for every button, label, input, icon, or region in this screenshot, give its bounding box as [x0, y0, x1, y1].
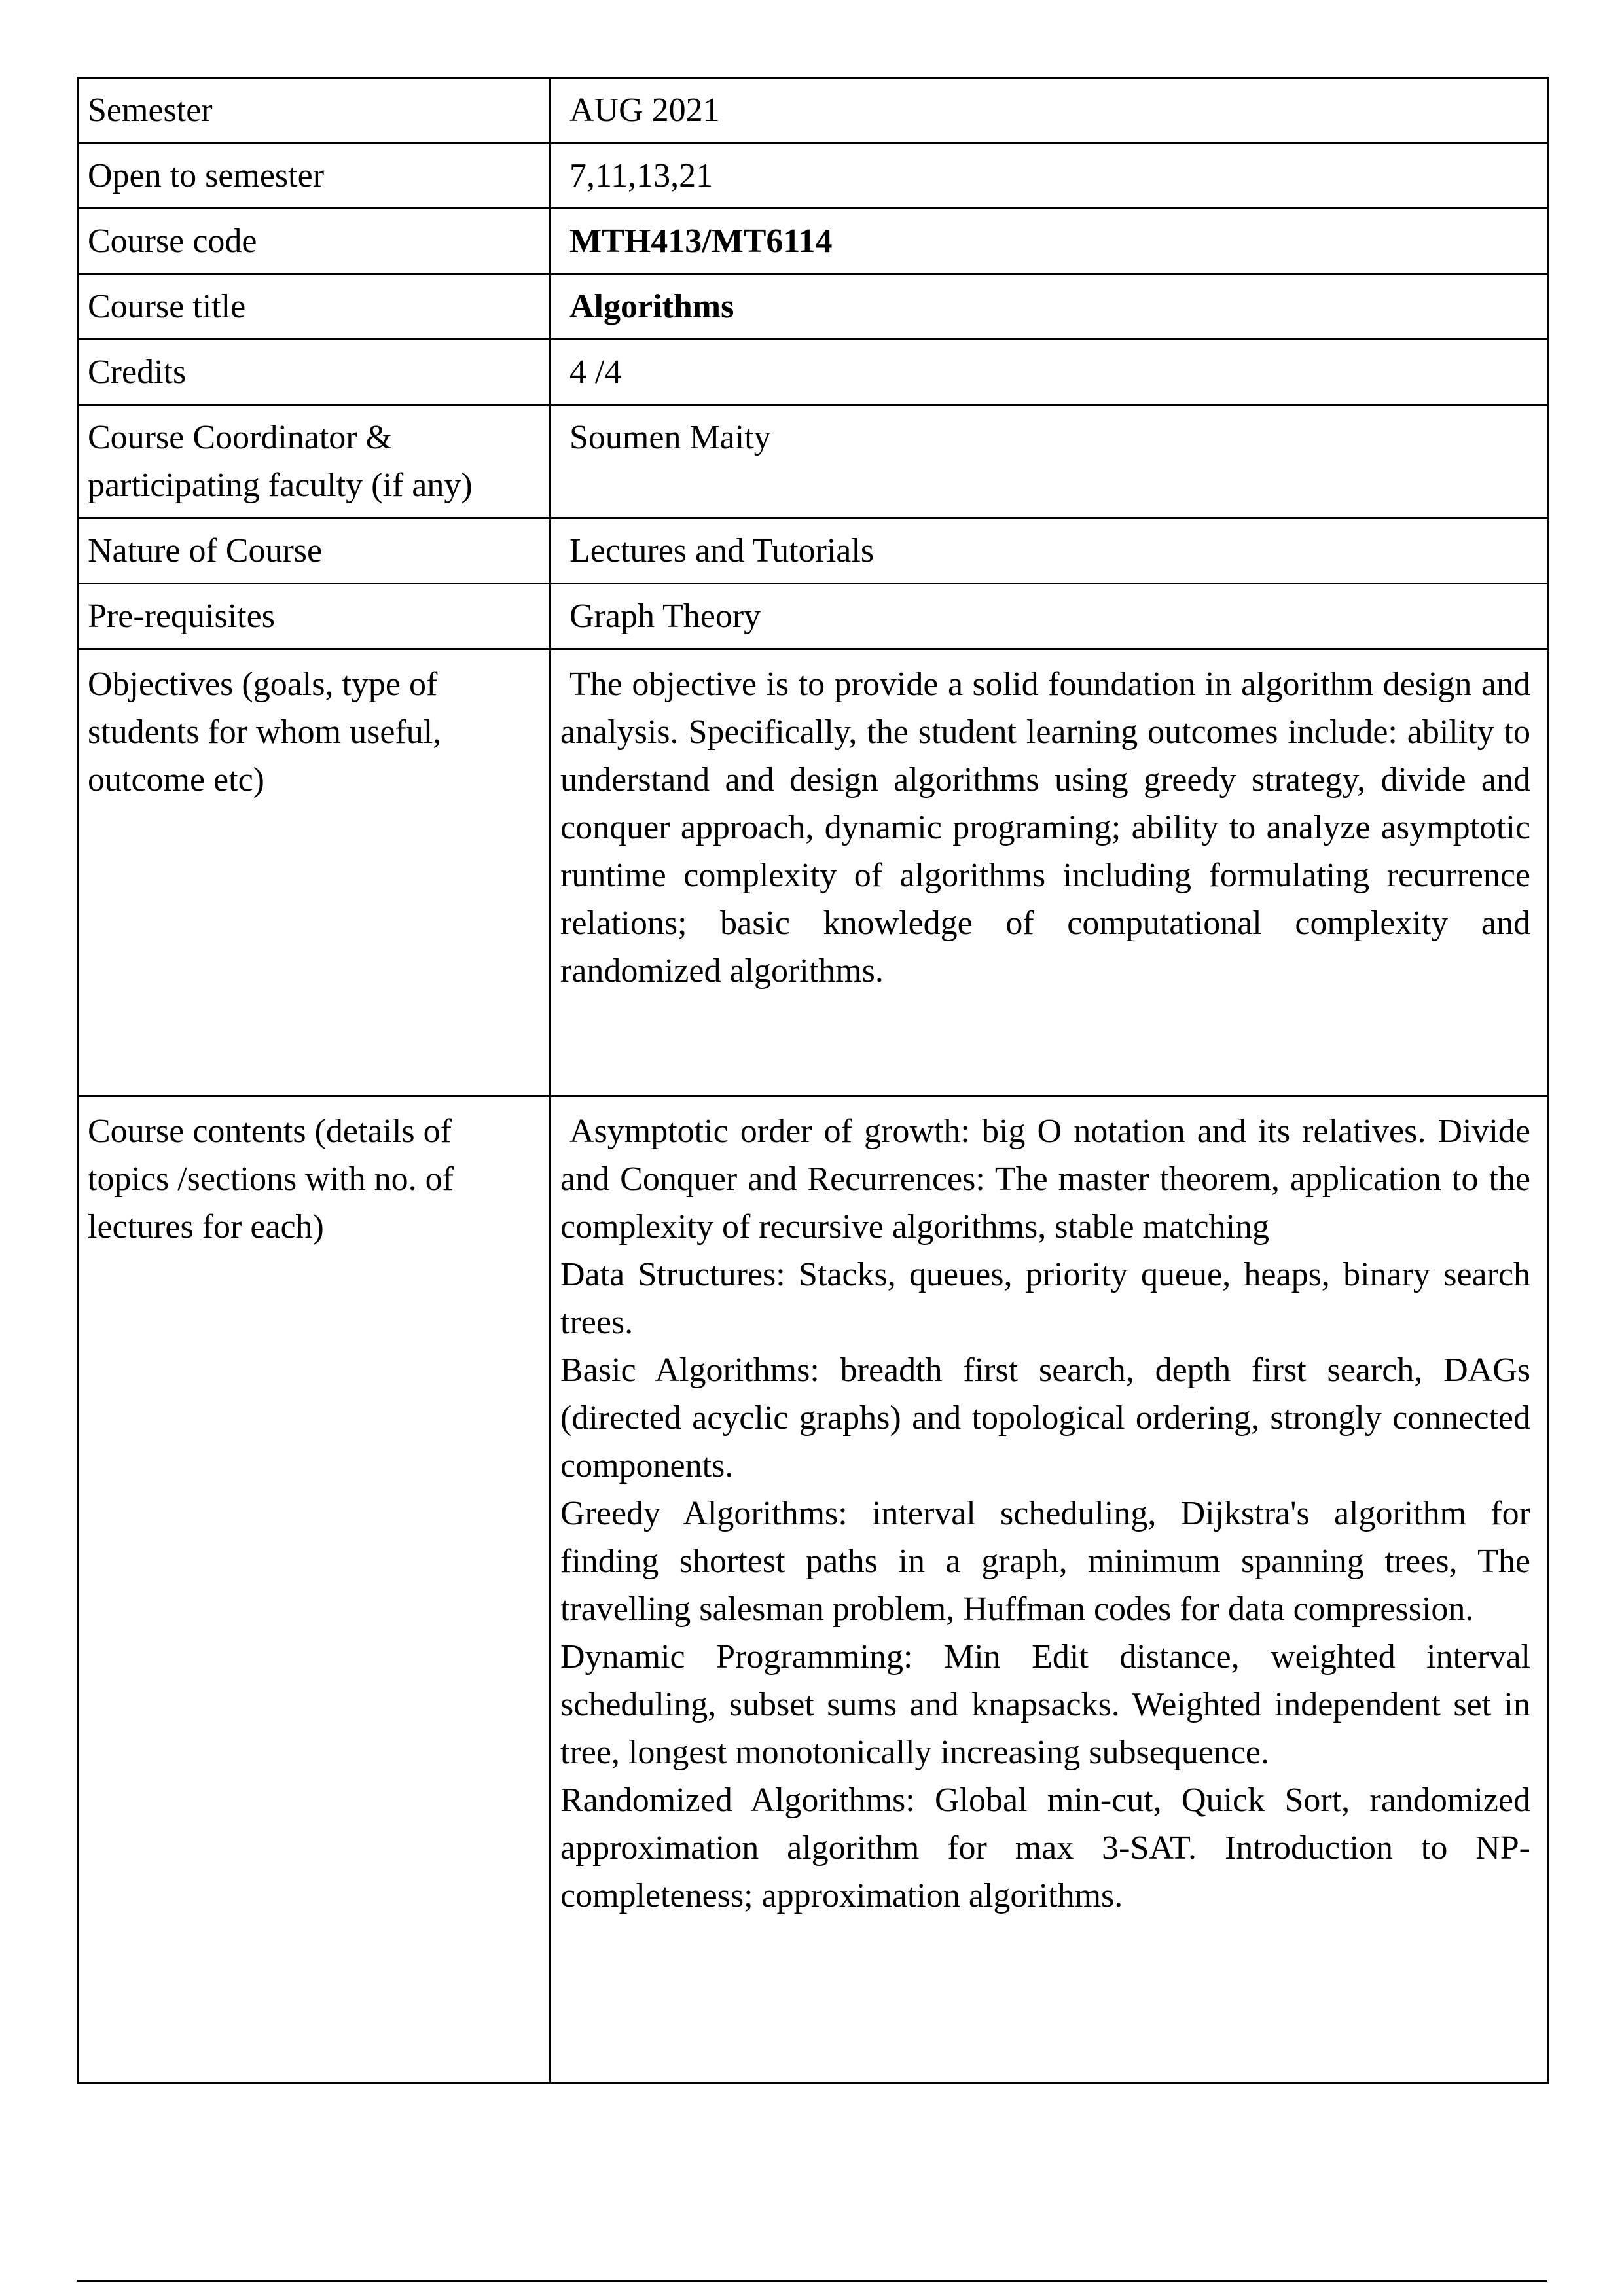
- label-coordinator: Course Coordinator & participating faculty (if any): [78, 405, 550, 518]
- label-semester: Semester: [78, 78, 550, 143]
- value-objectives: The objective is to provide a solid foundation in algorithm design and analysis. Specifically, the student learning outcomes include: ability to understand and design algorithms using greedy strategy, divide and conquer approach, dynamic programing; ability to analyze asymptotic runtime complexity of algorithms including formulating recurrence relations; basic knowledge of computational complexity and randomized algorithms.: [550, 649, 1549, 1096]
- label-course-code: Course code: [78, 209, 550, 274]
- contents-paragraph: Greedy Algorithms: interval scheduling, Dijkstra's algorithm for finding shortest paths in a graph, minimum spanning trees, The travelling salesman problem, Huffman codes for data compression.: [560, 1495, 1530, 1628]
- value-course-title: Algorithms: [550, 274, 1549, 340]
- row-course-code: [78, 209, 1549, 274]
- contents-paragraph: Asymptotic order of growth: big O notation and its relatives. Divide and Conquer and Recurrences: The master theorem, application to the complexity of recursive algorithms, stable matching: [560, 1113, 1530, 1246]
- row-objectives: [78, 649, 1549, 1096]
- label-objectives: Objectives (goals, type of students for whom useful, outcome etc): [78, 649, 550, 1096]
- label-course-title: Course title: [78, 274, 550, 340]
- value-nature-of-course: Lectures and Tutorials: [550, 518, 1549, 584]
- value-credits: 4 /4: [550, 340, 1549, 405]
- row-semester: [78, 78, 1549, 143]
- label-course-contents: Course contents (details of topics /sections with no. of lectures for each): [78, 1096, 550, 2083]
- row-coordinator: [78, 405, 1549, 518]
- label-prerequisites: Pre-requisites: [78, 584, 550, 649]
- value-course-contents: [550, 1096, 1549, 2083]
- contents-paragraph: Dynamic Programming: Min Edit distance, weighted interval scheduling, subset sums and knapsacks. Weighted independent set in tree, longest monotonically increasing subsequence.: [560, 1638, 1530, 1771]
- label-open-to-semester: Open to semester: [78, 143, 550, 209]
- footer-divider: [77, 2280, 1547, 2282]
- value-open-to-semester: 7,11,13,21: [550, 143, 1549, 209]
- value-course-code: MTH413/MT6114: [550, 209, 1549, 274]
- row-course-title: [78, 274, 1549, 340]
- contents-paragraph: Basic Algorithms: breadth first search, depth first search, DAGs (directed acyclic graphs) and topological ordering, strongly connected components.: [560, 1352, 1530, 1484]
- contents-paragraph: Randomized Algorithms: Global min-cut, Quick Sort, randomized approximation algorithm for max 3-SAT. Introduction to NP-completeness; approximation algorithms.: [560, 1782, 1530, 1914]
- course-details-table: [77, 77, 1549, 2084]
- contents-paragraph: Data Structures: Stacks, queues, priority queue, heaps, binary search trees.: [560, 1256, 1530, 1341]
- label-nature-of-course: Nature of Course: [78, 518, 550, 584]
- row-open-to-semester: [78, 143, 1549, 209]
- value-coordinator: Soumen Maity: [550, 405, 1549, 518]
- label-credits: Credits: [78, 340, 550, 405]
- value-prerequisites: Graph Theory: [550, 584, 1549, 649]
- value-semester: AUG 2021: [550, 78, 1549, 143]
- row-nature-of-course: [78, 518, 1549, 584]
- row-prerequisites: [78, 584, 1549, 649]
- row-credits: [78, 340, 1549, 405]
- row-course-contents: [78, 1096, 1549, 2083]
